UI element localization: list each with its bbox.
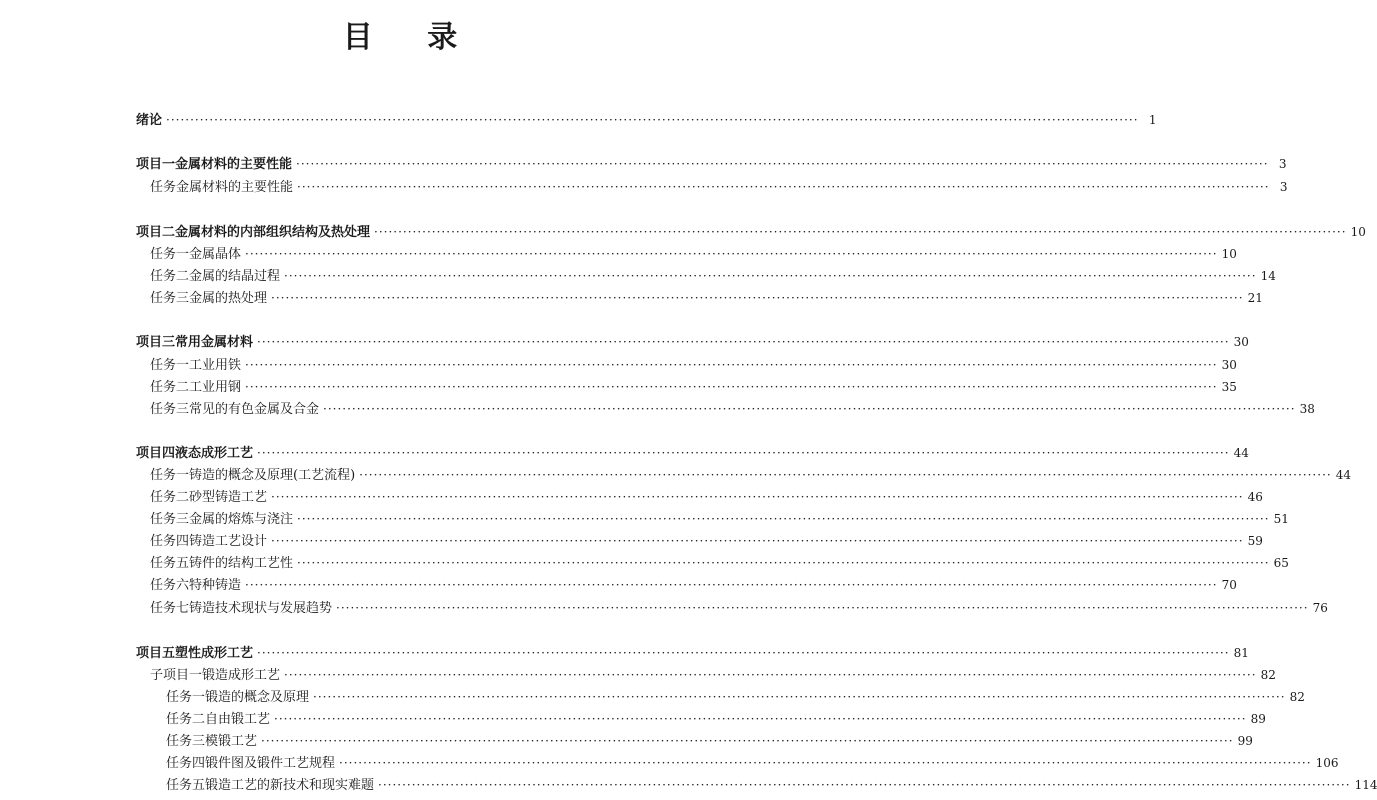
leader-dots: ·········································································································································································································· [271,291,1244,305]
leader-dots: ·········································································································································································································· [274,712,1247,726]
toc-title: 锻造工艺的新技术和现实难题 [205,778,375,793]
toc-page-number: 10 [1350,225,1366,239]
toc-entry-project [136,443,1249,463]
toc-label: 任务五 [166,778,206,793]
toc-label: 任务三 [166,734,206,749]
toc-title: 金属的熔炼与浇注 [189,512,294,527]
toc-entry-intro [136,110,1157,130]
leader-dots: ·········································································································································································································· [297,180,1270,194]
toc-label: 任务四 [166,756,206,771]
leader-dots: ·········································································································································································································· [284,668,1257,682]
toc-entry-task [166,731,1253,751]
toc-label: 任务一 [150,468,190,483]
leader-dots: ·········································································································································································································· [296,157,1269,171]
toc-entry-task [150,575,1237,595]
toc-title: 常见的有色金属及合金 [189,402,320,417]
toc-page-number: 82 [1260,668,1276,682]
toc-title: 塑性成形工艺 [175,646,254,661]
toc-title: 金属材料的内部组织结构及热处理 [175,225,371,240]
toc-entry-task [150,288,1263,308]
toc-page-number: 70 [1221,578,1237,592]
toc-entry-project [136,643,1249,663]
toc-title: 模锻工艺 [205,734,258,749]
toc-page-number: 10 [1221,247,1237,261]
leader-dots: ·········································································································································································································· [374,225,1347,239]
toc-entry-task [150,465,1351,485]
toc-entry-task [150,177,1288,197]
page-title: 目 录 [342,20,480,55]
toc-label: 任务二 [150,269,190,284]
leader-dots: ·········································································································································································································· [245,358,1218,372]
toc-title: 铸造技术现状与发展趋势 [189,601,333,616]
leader-dots: ·········································································································································································································· [339,756,1312,770]
leader-dots: ·········································································································································································································· [297,512,1270,526]
toc-title: 工业用钢 [189,380,242,395]
toc-entry-task [166,753,1339,773]
leader-dots: ·········································································································································································································· [284,269,1257,283]
toc-title: 铸造工艺设计 [189,534,268,549]
toc-label: 项目五 [136,646,176,661]
toc-title: 自由锻工艺 [205,712,271,727]
toc-page-number: 65 [1273,556,1289,570]
toc-page-number: 44 [1233,446,1249,460]
toc-page-number: 76 [1312,601,1328,615]
toc-entry-project [136,154,1287,174]
toc-entry-task [150,377,1237,397]
toc-page-number: 44 [1335,468,1351,482]
toc-label: 任务一 [166,690,206,705]
leader-dots: ·········································································································································································································· [257,646,1230,660]
leader-dots: ·········································································································································································································· [257,446,1230,460]
toc-label: 任务三 [150,291,190,306]
toc-label: 任务二 [166,712,206,727]
toc-page-number: 30 [1221,358,1237,372]
toc-label: 任务七 [150,601,190,616]
toc-label: 子项目一 [150,668,203,683]
toc-title: 工业用铁 [189,358,242,373]
toc-entry-task [150,531,1263,551]
toc-label: 项目四 [136,446,176,461]
toc-page-number: 51 [1273,512,1289,526]
toc-label: 任务一 [150,247,190,262]
toc-label: 任务三 [150,512,190,527]
leader-dots: ·········································································································································································································· [336,601,1309,615]
toc-label: 任务 [150,180,177,195]
toc-page-number: 1 [1148,113,1157,127]
toc-page-number: 35 [1221,380,1237,394]
toc-title: 金属材料的主要性能 [175,157,293,172]
toc-page-number: 21 [1247,291,1263,305]
toc-entry-task [150,244,1237,264]
leader-dots: ·········································································································································································································· [257,335,1230,349]
toc-label: 项目三 [136,335,176,350]
toc-page-number: 99 [1237,734,1253,748]
toc-page-number: 3 [1279,180,1288,194]
toc-label: 任务六 [150,578,190,593]
toc-entry-task [150,598,1328,618]
toc-label: 任务一 [150,358,190,373]
toc-label: 任务二 [150,490,190,505]
toc-title: 砂型铸造工艺 [189,490,268,505]
leader-dots: ·········································································································································································································· [166,113,1139,127]
toc-page-number: 38 [1299,402,1315,416]
toc-entry-project [136,332,1249,352]
toc-label: 绪论 [136,113,163,128]
toc-entry-task [150,355,1237,375]
leader-dots: ·········································································································································································································· [245,247,1218,261]
toc-title: 锻件图及锻件工艺规程 [205,756,336,771]
leader-dots: ·········································································································································································································· [323,402,1296,416]
leader-dots: ·········································································································································································································· [271,534,1244,548]
leader-dots: ·········································································································································································································· [245,380,1218,394]
toc-title: 锻造成形工艺 [202,668,281,683]
toc-label: 任务三 [150,402,190,417]
toc-entry-task [150,509,1289,529]
toc-page-number: 3 [1278,157,1287,171]
toc-title: 常用金属材料 [175,335,254,350]
toc-page-number: 81 [1233,646,1249,660]
toc-title: 金属材料的主要性能 [176,180,294,195]
toc-page-number: 106 [1315,756,1339,770]
toc-label: 任务四 [150,534,190,549]
leader-dots: ·········································································································································································································· [245,578,1218,592]
toc-label: 项目一 [136,157,176,172]
toc-title: 金属晶体 [189,247,242,262]
toc-entry-task [166,687,1305,707]
toc-entry-subproject [150,665,1276,685]
toc-entry-task [166,775,1377,795]
leader-dots: ·········································································································································································································· [313,690,1286,704]
leader-dots: ·········································································································································································································· [378,778,1351,792]
toc-entry-project [136,222,1366,242]
toc-title: 铸件的结构工艺性 [189,556,294,571]
leader-dots: ·········································································································································································································· [271,490,1244,504]
toc-title: 液态成形工艺 [175,446,254,461]
toc-label: 任务五 [150,556,190,571]
toc-title: 铸造的概念及原理(工艺流程) [189,468,356,483]
toc-title: 金属的结晶过程 [189,269,281,284]
toc-page-number: 30 [1233,335,1249,349]
toc-entry-task [166,709,1266,729]
toc-page-number: 114 [1354,778,1377,792]
toc-title: 金属的热处理 [189,291,268,306]
toc-label: 任务二 [150,380,190,395]
toc-entry-task [150,553,1289,573]
toc-entry-task [150,487,1263,507]
toc-page-number: 82 [1289,690,1305,704]
toc-page-number: 14 [1260,269,1276,283]
toc-page-number: 46 [1247,490,1263,504]
leader-dots: ·········································································································································································································· [261,734,1234,748]
toc-page-number: 89 [1250,712,1266,726]
toc-page-number: 59 [1247,534,1263,548]
toc-entry-task [150,266,1276,286]
toc-title: 特种铸造 [189,578,242,593]
leader-dots: ·········································································································································································································· [359,468,1332,482]
toc-label: 项目二 [136,225,176,240]
toc-title: 锻造的概念及原理 [205,690,310,705]
toc-entry-task [150,399,1315,419]
leader-dots: ·········································································································································································································· [297,556,1270,570]
